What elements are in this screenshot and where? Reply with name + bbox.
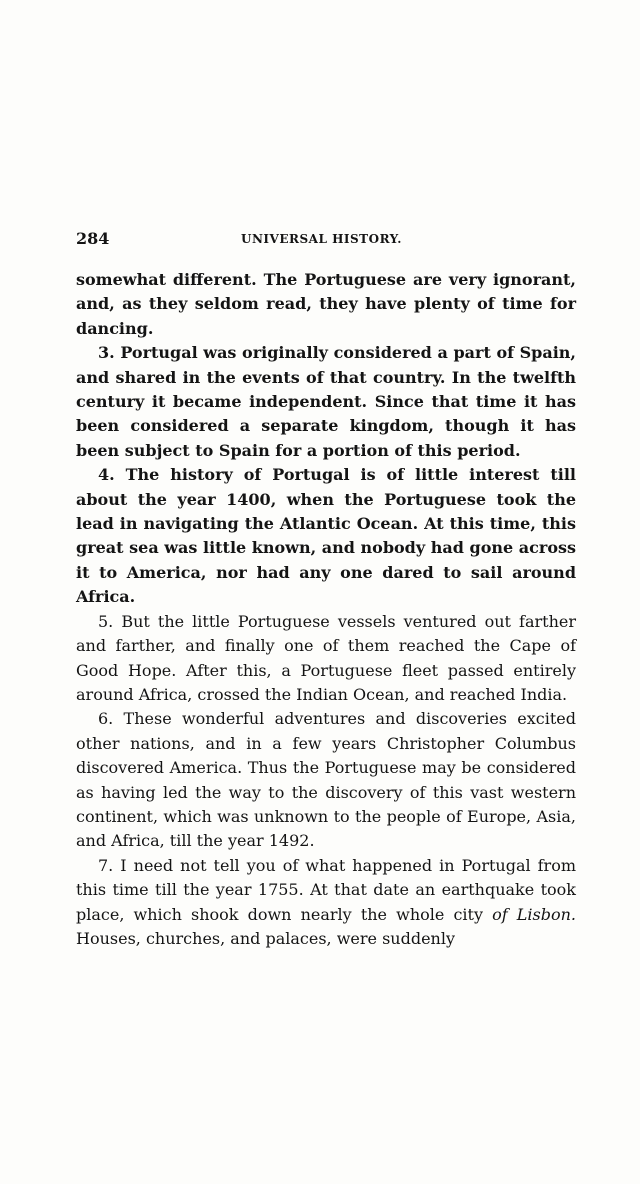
page-number: 284 xyxy=(76,229,110,248)
paragraph-7-italic: of Lisbon. xyxy=(492,904,577,924)
paragraph-continuation: somewhat different. The Portuguese are very ignorant, and, as they seldom read, they have plenty of time for dancing. xyxy=(76,270,576,338)
paragraph-5: 5. But the little Portuguese vessels ventured out farther and farther, and finally one of them reached the Cape of Good Hope. After this, a Portuguese fleet passed entirely around Africa, crossed the Indian Ocean, and reached India. xyxy=(76,611,576,704)
paragraph-7-end: Houses, churches, and palaces, were suddenly xyxy=(76,928,456,948)
paragraph-6: 6. These wonderful adventures and discoveries excited other nations, and in a few years Christopher Columbus discovered America. Thus the Portuguese may be considered as having led the way to the discovery of this vast western continent, which was unknown to the people of Europe, Asia, and Africa, till the year 1492. xyxy=(76,709,576,851)
paragraph-4: 4. The history of Portugal is of little interest till about the year 1400, when the Portuguese took the lead in navigating the Atlantic Ocean. At this time, this great sea was little known, and nobody had gone across it to America, nor had any one dared to sail around Africa. xyxy=(76,465,576,607)
paragraph-3: 3. Portugal was originally considered a part of Spain, and shared in the events of that country. In the twelfth century it became independent. Since that time it has been considered a separate kingdom, though it has been subject to Spain for a portion of this period. xyxy=(76,343,576,460)
paragraph-7-start: 7. I need not tell you of what happened in Portugal from this time till the year 1755. At that date an earthquake took place, which shook down nearly the whole city xyxy=(76,855,576,924)
body-text xyxy=(76,268,576,951)
running-title: UNIVERSAL HISTORY. xyxy=(241,232,402,246)
paragraph-7 xyxy=(76,854,576,952)
page-header xyxy=(76,229,576,251)
